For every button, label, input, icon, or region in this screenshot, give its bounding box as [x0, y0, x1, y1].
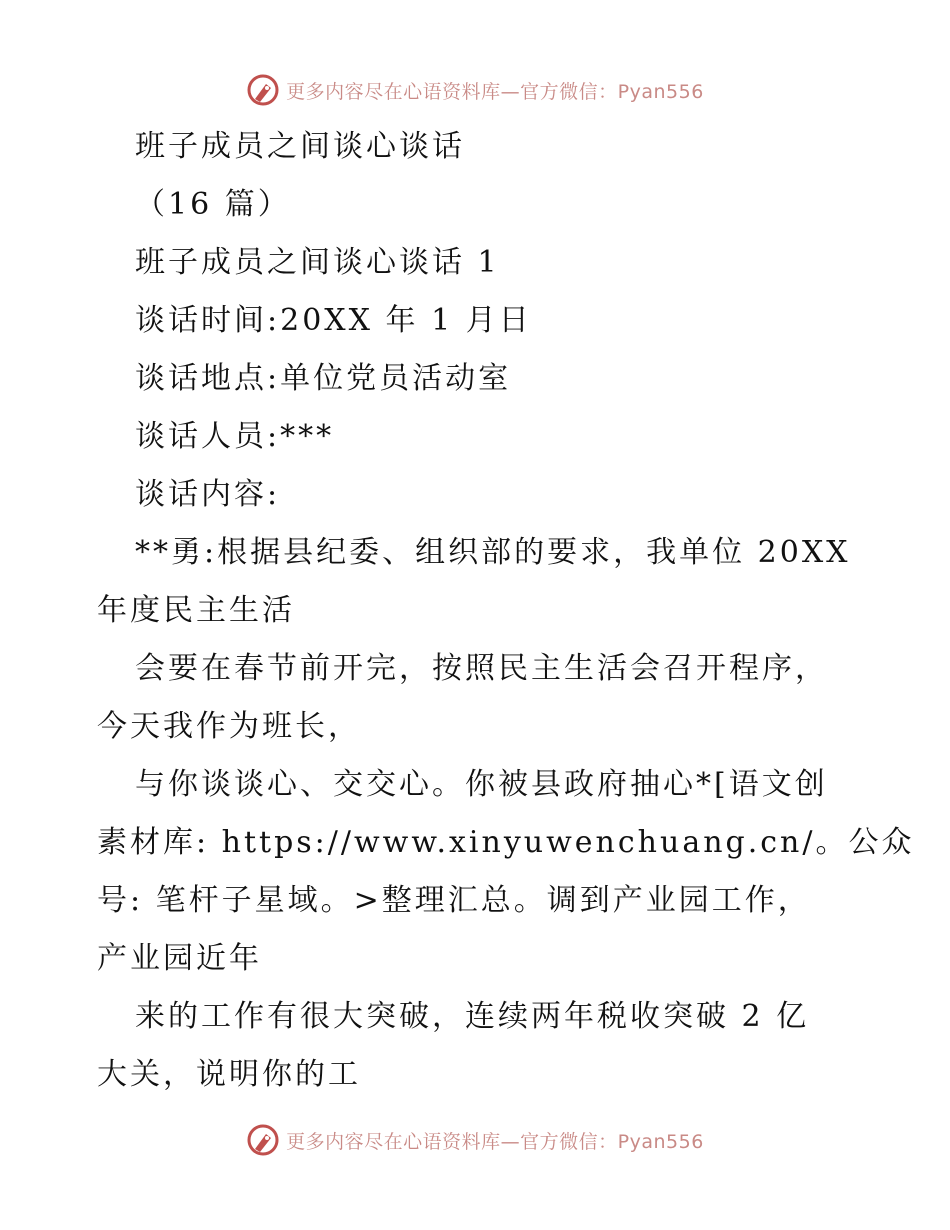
paragraph-line: 号: 笔杆子星域。>整理汇总。调到产业园工作， — [97, 883, 811, 918]
talk-participants: 谈话人员:*** — [135, 419, 335, 454]
paragraph-line: 年度民主生活 — [97, 593, 295, 628]
doc-title: 班子成员之间谈心谈话 — [135, 129, 465, 164]
watermark-text: 更多内容尽在心语资料库—官方微信：Pyan556 — [286, 1130, 704, 1153]
paragraph-line: 与你谈谈心、交交心。你被县政府抽心*[语文创 — [135, 767, 828, 802]
pen-nib-circle-icon — [246, 1123, 280, 1157]
document-body — [97, 118, 915, 1104]
section-heading: 班子成员之间谈心谈话 1 — [135, 245, 500, 280]
talk-content-label: 谈话内容: — [135, 477, 281, 512]
pen-nib-circle-icon — [246, 73, 280, 107]
doc-subtitle: （16 篇） — [135, 187, 291, 222]
paragraph-line: 会要在春节前开完，按照民主生活会召开程序， — [135, 651, 828, 686]
paragraph-line: 大关，说明你的工 — [97, 1057, 361, 1092]
talk-time: 谈话时间:20XX 年 1 月日 — [135, 303, 532, 338]
paragraph-line: 产业园近年 — [97, 941, 262, 976]
talk-location: 谈话地点:单位党员活动室 — [135, 361, 512, 396]
paragraph-line: 素材库: https://www.xinyuwenchuang.cn/。公众 — [97, 825, 915, 860]
header-watermark-banner — [0, 68, 950, 112]
paragraph-line: 今天我作为班长， — [97, 709, 361, 744]
watermark-text: 更多内容尽在心语资料库—官方微信：Pyan556 — [286, 80, 704, 103]
footer-watermark-banner — [0, 1118, 950, 1162]
paragraph-line: 来的工作有很大突破，连续两年税收突破 2 亿 — [135, 999, 810, 1034]
paragraph-line: **勇:根据县纪委、组织部的要求，我单位 20XX — [135, 535, 851, 570]
